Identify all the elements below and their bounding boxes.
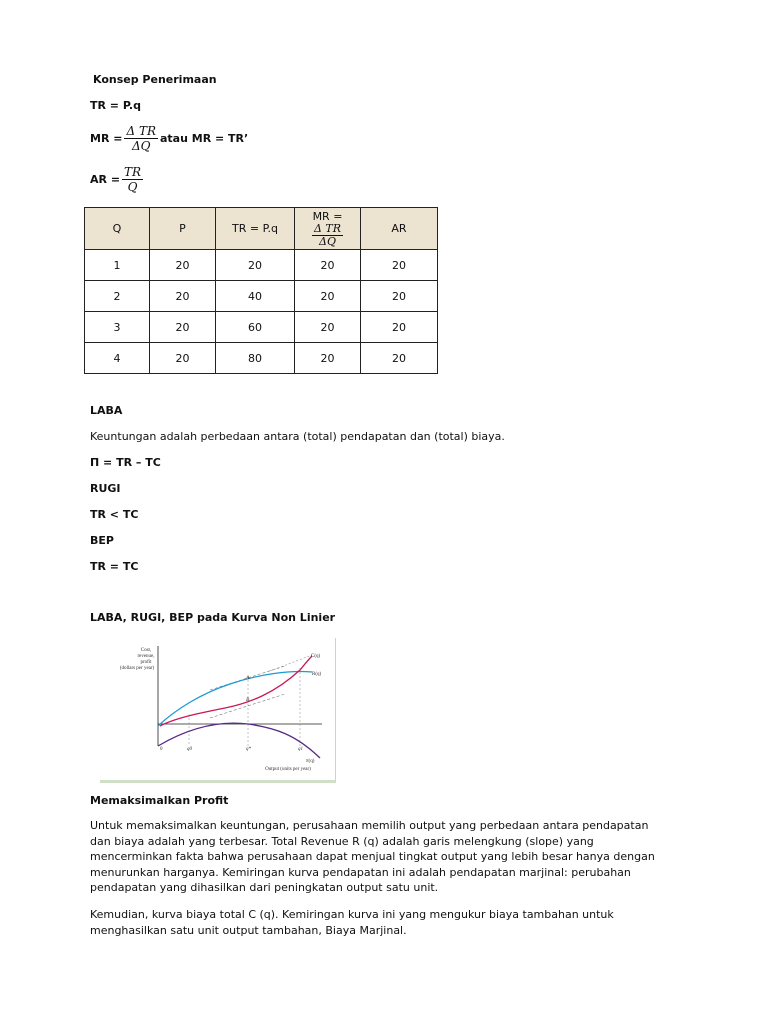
tick-label: q*	[246, 747, 251, 752]
table-row	[85, 343, 438, 374]
ar-prefix: AR =	[90, 173, 121, 186]
table-row	[85, 312, 438, 343]
table-cell: 80	[216, 343, 295, 374]
table-cell: 60	[216, 312, 295, 343]
table-header-mr-den: ΔQ	[319, 234, 336, 248]
revenue-table	[84, 207, 438, 374]
table-cell: 20	[361, 250, 438, 281]
table-header-ar: AR	[361, 208, 438, 250]
tr-formula: TR = P.q	[90, 99, 141, 112]
mr-suffix: atau MR = TR’	[160, 132, 249, 145]
table-cell: 3	[85, 312, 150, 343]
mr-formula	[90, 124, 248, 153]
table-header-p: P	[150, 208, 216, 250]
table-cell: 20	[150, 312, 216, 343]
paragraph-line: Untuk memaksimalkan keuntungan, perusahaan memilih output yang perbedaan antara pendapatan	[90, 819, 649, 832]
table-cell: 20	[216, 250, 295, 281]
ar-formula	[90, 165, 145, 194]
table-cell: 20	[361, 281, 438, 312]
table-cell: 20	[361, 343, 438, 374]
paragraph-line: menghasilkan satu unit output tambahan, Biaya Marjinal.	[90, 923, 407, 937]
table-header-mr-num: Δ TR	[313, 221, 342, 235]
table-row	[85, 250, 438, 281]
table-header-mr-fraction	[312, 223, 343, 248]
table-cell: 20	[150, 250, 216, 281]
ar-denominator: Q	[127, 180, 138, 194]
table-header-q: Q	[85, 208, 150, 250]
profit-curve-svg	[100, 638, 335, 780]
table-header-mr	[295, 210, 360, 248]
bep-formula: TR = TC	[90, 560, 139, 573]
mr-prefix: MR =	[90, 132, 123, 145]
table-header-mr-prefix: MR =	[312, 209, 343, 223]
cost-curve	[160, 656, 312, 726]
paragraph-line: Kemudian, kurva biaya total C (q). Kemiringan kurva ini yang mengukur biaya tambahan untuk	[90, 908, 614, 921]
maximize-paragraph-2	[90, 907, 675, 938]
cost-curve-label: C(q)	[311, 654, 321, 659]
maximize-heading: Memaksimalkan Profit	[90, 794, 229, 807]
table-cell: 20	[295, 281, 361, 312]
ylabel-line: profit	[140, 660, 152, 665]
point-a-label: A	[246, 675, 250, 681]
table-cell: 20	[295, 343, 361, 374]
table-cell: 20	[150, 281, 216, 312]
table-cell: 20	[295, 312, 361, 343]
ar-numerator: TR	[124, 165, 142, 179]
table-cell: 20	[150, 343, 216, 374]
table-cell: 1	[85, 250, 150, 281]
table-header-mr-cell	[295, 208, 361, 250]
table-cell: 40	[216, 281, 295, 312]
profit-curve-figure	[100, 638, 336, 783]
revenue-curve-label: R(q)	[312, 672, 322, 677]
paragraph-line: dan biaya adalah yang terbesar. Total Revenue R (q) adalah garis melengkung (slope) yang	[90, 834, 594, 848]
laba-heading: LABA	[90, 404, 123, 417]
profit-curve-label: π(q)	[306, 759, 315, 764]
section-title: Konsep Penerimaan	[93, 73, 217, 86]
mr-denominator: ΔQ	[131, 139, 151, 153]
tick-label: q0	[187, 747, 192, 752]
rugi-heading: RUGI	[90, 482, 121, 495]
table-row	[85, 281, 438, 312]
ylabel-line: revenue,	[137, 654, 155, 659]
table-header-tr: TR = P.q	[216, 208, 295, 250]
xlabel: Output (units per year)	[265, 767, 311, 772]
paragraph-line: menurunkan harganya. Kemiringan kurva pendapatan ini adalah pendapatan marjinal: perubahan	[90, 865, 631, 879]
maximize-paragraph-1	[90, 818, 675, 896]
table-header-row	[85, 208, 438, 250]
rugi-formula: TR < TC	[90, 508, 139, 521]
table-cell: 20	[361, 312, 438, 343]
tick-label: 0	[160, 747, 163, 752]
laba-description: Keuntungan adalah perbedaan antara (total) pendapatan dan (total) biaya.	[90, 430, 505, 443]
ylabel-line: (dollars per year)	[119, 666, 155, 671]
table-cell: 4	[85, 343, 150, 374]
profit-curve	[158, 723, 320, 758]
profit-formula: Π = TR – TC	[90, 456, 161, 469]
paragraph-line: pendapatan yang dihasilkan dari peningkatan output satu unit.	[90, 881, 439, 894]
point-b-label: B	[246, 697, 250, 703]
mr-numerator: Δ TR	[126, 124, 156, 138]
bep-heading: BEP	[90, 534, 114, 547]
nonlinear-heading: LABA, RUGI, BEP pada Kurva Non Linier	[90, 611, 336, 624]
ar-fraction	[122, 165, 143, 194]
table-cell: 2	[85, 281, 150, 312]
paragraph-line: mencerminkan fakta bahwa perusahaan dapat menjual tingkat output yang lebih besar hanya dengan	[90, 850, 655, 863]
ylabel-line: Cost,	[140, 648, 152, 653]
tick-label: q1	[298, 747, 303, 752]
mr-fraction	[124, 124, 158, 153]
table-cell: 20	[295, 250, 361, 281]
